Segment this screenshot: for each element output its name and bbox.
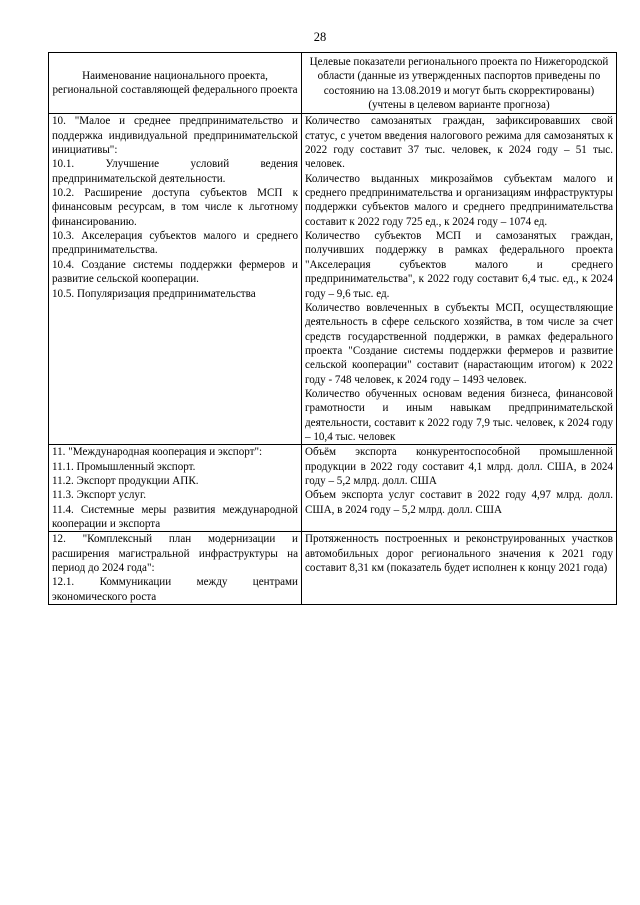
indicator-paragraph: Объем экспорта услуг составит в 2022 году 4,97 млрд. долл. США, в 2024 году – 5,2 млрд. долл. США xyxy=(305,489,613,516)
project-subitem: 11.3. Экспорт услуг. xyxy=(52,489,147,502)
indicators-table xyxy=(48,52,617,605)
page-number: 28 xyxy=(313,30,327,44)
indicator-paragraph: Количество обученных основам ведения бизнеса, финансовой грамотности и иным навыкам предпринимательской деятельности, составит к 2022 году 7,9 тыс. человек, к 2024 году – 10,4 тыс. человек xyxy=(305,387,613,443)
indicator-paragraph: Количество субъектов МСП и самозанятых граждан, получивших поддержку в рамках федерального проекта "Акселерация субъектов малого и среднего предпринимательства", к 2022 году составит 6,4 тыс. ед., к 2024 году – 9,6 тыс. ед. xyxy=(305,230,613,300)
indicator-paragraph: Протяженность построенных и реконструированных участков автомобильных дорог регионального значения к 2021 году составит 8,31 км (показатель будет исполнен к концу 2021 года) xyxy=(305,533,613,575)
table-row xyxy=(49,114,617,445)
table-row xyxy=(49,532,617,605)
project-subitem: 10.4. Создание системы поддержки фермеров и развитие сельской кооперации. xyxy=(52,258,298,286)
project-subitem: 10.1. Улучшение условий ведения предпринимательской деятельности. xyxy=(52,158,298,185)
project-title: 10. "Малое и среднее предпринимательство и поддержка индивидуальной предпринимательской инициативы": xyxy=(52,115,298,157)
header-project-name: Наименование национального проекта, региональной составляющей федерального проекта xyxy=(49,53,302,114)
table-header-row xyxy=(49,53,617,114)
project-subitem: 11.4. Системные меры развития международной кооперации и экспорта xyxy=(52,503,298,530)
indicator-cell xyxy=(302,114,617,445)
indicator-cell xyxy=(302,445,617,532)
project-cell xyxy=(49,114,302,445)
project-subitem: 10.2. Расширение доступа субъектов МСП к финансовым ресурсам, в том числе к льготному финансированию. xyxy=(52,187,298,228)
project-cell xyxy=(49,445,302,532)
project-subitem: 10.3. Акселерация субъектов малого и среднего предпринимательства. xyxy=(52,230,298,257)
project-title: 11. "Международная кооперация и экспорт": xyxy=(52,446,263,459)
indicator-paragraph: Количество самозанятых граждан, зафиксировавших свой статус, с учетом введения налогового режима для самозанятых к 2022 году составит 37 тыс. человек, к 2024 году – 51 тыс. человек. xyxy=(305,115,613,171)
project-cell xyxy=(49,532,302,605)
project-subitem: 10.5. Популяризация предпринимательства xyxy=(52,287,256,300)
indicator-paragraph: Объём экспорта конкурентоспособной промышленной продукции в 2022 году составит 4,1 млрд. долл. США, в 2024 году – 5,2 млрд. долл. США xyxy=(305,446,613,487)
project-subitem: 12.1. Коммуникации между центрами экономического роста xyxy=(52,576,298,603)
project-subitem: 11.2. Экспорт продукции АПК. xyxy=(52,474,199,487)
indicator-paragraph: Количество выданных микрозаймов субъектам малого и среднего предпринимательства и организациям инфраструктуры поддержки субъектов малого и среднего предпринимательства составит к 2022 году 725 ед., к 2024 году – 1074 ед. xyxy=(305,172,613,228)
project-subitem: 11.1. Промышленный экспорт. xyxy=(52,460,196,473)
indicator-cell xyxy=(302,532,617,605)
table-row xyxy=(49,445,617,532)
indicator-paragraph: Количество вовлеченных в субъекты МСП, осуществляющие деятельность в сфере сельского хозяйства, в том числе за счет средств государственной поддержки, в рамках федерального проекта "Создание системы поддержки фермеров и развитие сельской кооперации" составит (нарастающим итогом) к 2022 году - 748 человек, к 2024 году – 1493 человек. xyxy=(305,301,613,386)
header-target-indicators: Целевые показатели регионального проекта по Нижегородской области (данные из утвержденных паспортов приведены по состоянию на 13.08.2019 и могут быть скорректированы) (учтены в целевом варианте прогноза) xyxy=(302,53,617,114)
project-title: 12. "Комплексный план модернизации и расширения магистральной инфраструктуры на период до 2024 года": xyxy=(52,533,298,575)
